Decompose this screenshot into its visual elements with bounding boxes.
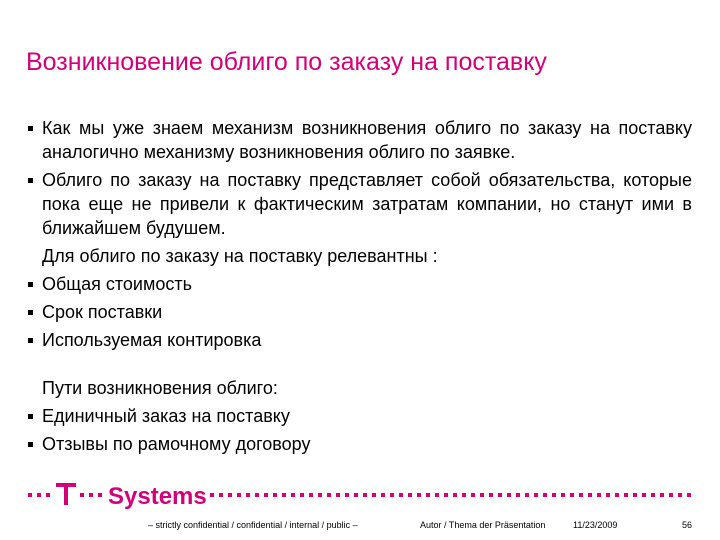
logo-dot — [435, 493, 439, 497]
logo-dot — [381, 493, 385, 497]
logo-dot — [336, 493, 340, 497]
logo-dot — [228, 493, 232, 497]
logo-dot — [273, 493, 277, 497]
logo-dot — [462, 493, 466, 497]
logo-dot — [552, 493, 556, 497]
logo-dot — [327, 493, 331, 497]
logo-dot — [417, 493, 421, 497]
logo-dot — [660, 493, 664, 497]
footer-date: 11/23/2009 — [573, 520, 618, 530]
bullet-icon — [28, 178, 33, 183]
list-item — [28, 432, 692, 456]
list-item-text: Как мы уже знаем механизм возникновения облиго по заказу на поставку аналогично механизму возникновения облиго по заявке. — [42, 118, 692, 162]
list-item-text: Отзывы по рамочному договору — [42, 434, 311, 454]
slide-title: Возникновение облиго по заказу на поставку — [26, 48, 547, 76]
logo-dot — [300, 493, 304, 497]
list-item-text: Используемая контировка — [42, 330, 262, 350]
list-item — [28, 404, 692, 428]
logo-dot — [309, 493, 313, 497]
logo-dot — [588, 493, 592, 497]
logo-dot — [678, 493, 682, 497]
logo-dot — [633, 493, 637, 497]
footer-author: Autor / Thema der Präsentation — [420, 520, 546, 530]
logo-dot — [246, 493, 250, 497]
logo-dot — [444, 493, 448, 497]
list-item-text: Общая стоимость — [42, 274, 192, 294]
logo-dot — [561, 493, 565, 497]
logo-dot — [345, 493, 349, 497]
relevant-intro: Для облиго по заказу на поставку релевантны : — [42, 246, 438, 266]
logo-dot — [534, 493, 538, 497]
bullet-icon — [28, 282, 33, 287]
footer-page-number: 56 — [682, 520, 693, 530]
list-item — [28, 116, 692, 164]
logo-dot — [498, 493, 502, 497]
logo-dot — [291, 493, 295, 497]
logo-dot — [318, 493, 322, 497]
list-item — [28, 328, 692, 352]
logo-dot — [210, 493, 214, 497]
bullet-icon — [28, 338, 33, 343]
list-item — [28, 300, 692, 324]
logo-dot — [624, 493, 628, 497]
spacer — [28, 356, 692, 376]
logo-dot — [687, 493, 691, 497]
logo-dot — [471, 493, 475, 497]
logo-dot — [426, 493, 430, 497]
logo-dot — [669, 493, 673, 497]
logo-dot — [255, 493, 259, 497]
ways-intro: Пути возникновения облиго: — [42, 378, 278, 398]
bullet-icon — [28, 126, 33, 131]
logo-dot — [408, 493, 412, 497]
slide-content — [28, 116, 692, 460]
bullet-icon — [28, 442, 33, 447]
svg-text:Systems: Systems — [108, 483, 207, 510]
logo-dot — [372, 493, 376, 497]
list-item — [28, 168, 692, 240]
logo-dot — [390, 493, 394, 497]
logo-dot — [480, 493, 484, 497]
logo-dot — [264, 493, 268, 497]
logo-dot — [579, 493, 583, 497]
logo-dot — [543, 493, 547, 497]
logo-dot — [453, 493, 457, 497]
logo-dot — [606, 493, 610, 497]
logo-dot — [282, 493, 286, 497]
bullet-icon — [28, 310, 33, 315]
list-item-text: Единичный заказ на поставку — [42, 406, 290, 426]
logo-dot — [507, 493, 511, 497]
logo-dot — [642, 493, 646, 497]
bullet-icon — [28, 414, 33, 419]
list-item — [28, 272, 692, 296]
logo-dot — [354, 493, 358, 497]
logo-dot — [363, 493, 367, 497]
list-item-text: Облиго по заказу на поставку представляет собой обязательства, которые пока еще не привели к фактическим затратам компании, но станут ими в ближайшем будушем. — [42, 170, 692, 238]
logo-dot — [651, 493, 655, 497]
logo-dot — [516, 493, 520, 497]
logo-dot — [525, 493, 529, 497]
logo-dot — [597, 493, 601, 497]
logo-dot — [237, 493, 241, 497]
logo-dot — [570, 493, 574, 497]
logo-dot — [219, 493, 223, 497]
t-systems-logo — [28, 480, 698, 510]
logo-dot — [489, 493, 493, 497]
logo-dot — [399, 493, 403, 497]
list-item-text: Срок поставки — [42, 302, 163, 322]
footer-confidentiality: – strictly confidential / confidential / internal / public – — [148, 520, 358, 530]
logo-dot — [615, 493, 619, 497]
